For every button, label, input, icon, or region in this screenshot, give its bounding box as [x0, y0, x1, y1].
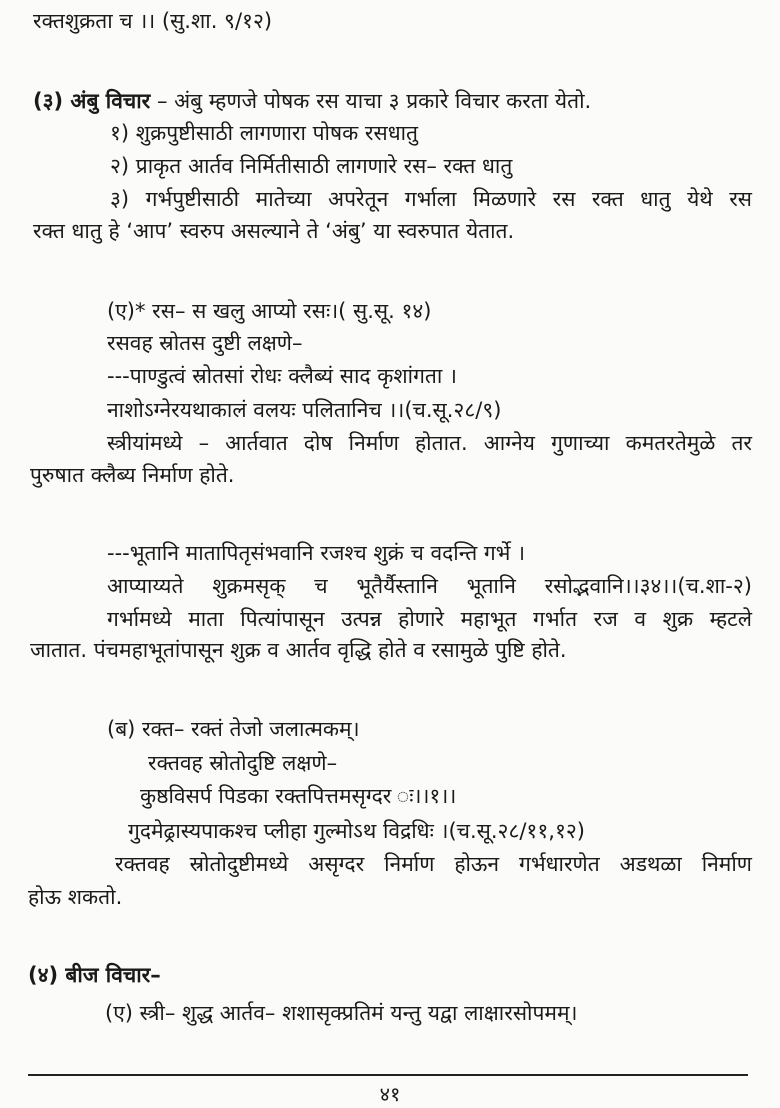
text-line: रक्तवह स्रोतोदुष्टि लक्षणे– — [148, 751, 338, 775]
verse-line: ---भूतानि मातापितृसंभवानि रजश्च शुक्रं च वदन्ति गर्भे । — [107, 541, 526, 565]
text-line: पुरुषात क्लैब्य निर्माण होते. — [30, 463, 235, 487]
text-line: (ए) स्त्री– शुद्ध आर्तव– शशासृक्प्रतिमं यन्तु यद्वा लाक्षारसोपमम्। — [105, 1001, 578, 1025]
footer-divider — [28, 1074, 748, 1076]
text-line: जातात. पंचमहाभूतांपासून शुक्र व आर्तव वृद्धि होते व रसामुळे पुष्टि होते. — [30, 638, 567, 662]
heading-text: – अंबु म्हणजे पोषक रस याचा ३ प्रकारे विचार करता येतो. — [150, 89, 592, 113]
verse-line: कुष्ठविसर्प पिडका रक्तपित्तमसृग्दर ः।।१।। — [140, 784, 457, 808]
section-heading-ambu — [33, 86, 591, 116]
list-item: ३) गर्भपुष्टीसाठी मातेच्या अपरेतून गर्भाला मिळणारे रस रक्त धातु येथे रस — [110, 187, 752, 211]
verse-line: ---पाण्डुत्वं स्रोतसां रोधः क्लैब्यं साद कृशांगता । — [107, 364, 457, 388]
list-item: २) प्राकृत आर्तव निर्मितीसाठी लागणारे रस– रक्त धातु — [110, 154, 513, 178]
text-line: रक्तशुक्रता च ।। (सु.शा. ९/१२) — [33, 9, 273, 33]
verse-line: गुदमेढ्रास्यपाकश्च प्लीहा गुल्मोऽथ विद्रधिः ।(च.सू.२८/११,१२) — [128, 819, 585, 843]
heading-label: (३) अंबु विचार — [33, 89, 151, 113]
verse-line: नाशोऽग्नेरयथाकालं वलयः पलितानिच ।।(च.सू.२८/९) — [107, 398, 502, 422]
text-line: रक्तवह स्रोतोदुष्टीमध्ये असृग्दर निर्माण होऊन गर्भधारणेत अडथळा निर्माण — [115, 852, 752, 876]
text-line: स्त्रीयांमध्ये – आर्तवात दोष निर्माण होतात. आग्नेय गुणाच्या कमतरतेमुळे तर — [107, 431, 752, 455]
text-line: (ए)* रस– स खलु आप्यो रसः।( सु.सू. १४) — [107, 299, 432, 323]
section-heading-beej: (४) बीज विचार– — [28, 963, 161, 987]
text-line: रसवह स्रोतस दुष्टी लक्षणे– — [107, 331, 303, 355]
verse-line: आप्याय्यते शुक्रमसृक् च भूतैर्यैस्तानि भूतानि रसोद्भवानि।।३४।।(च.शा-२) — [107, 574, 752, 598]
page-number: ४१ — [379, 1082, 401, 1106]
text-line: रक्त धातु हे ‘आप’ स्वरुप असल्याने ते ‘अंबु’ या स्वरुपात येतात. — [33, 219, 515, 243]
text-line: होऊ शकतो. — [28, 885, 123, 909]
text-line: (ब) रक्त– रक्तं तेजो जलात्मकम्। — [107, 717, 360, 741]
list-item: १) शुक्रपुष्टीसाठी लागणारा पोषक रसधातु — [110, 121, 419, 145]
text-line: गर्भामध्ये माता पित्यांपासून उत्पन्न होणारे महाभूत गर्भात रज व शुक्र म्हटले — [107, 607, 752, 631]
